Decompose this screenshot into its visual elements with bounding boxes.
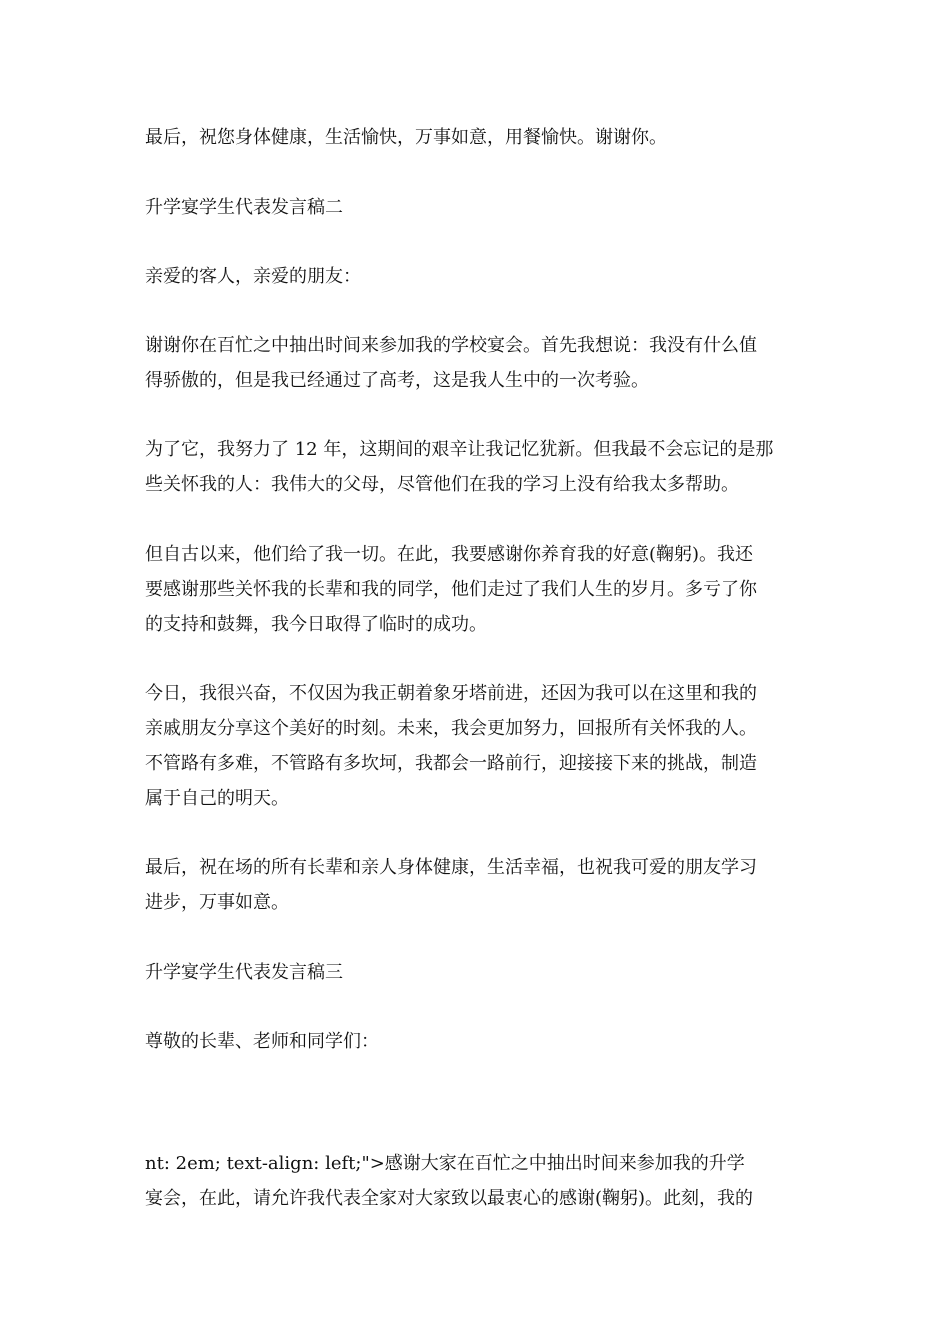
paragraph-finally-line-1: 最后，祝在场的所有长辈和亲人身体健康，生活幸福，也祝我可爱的朋友学习 (145, 857, 757, 878)
closing-wishes-line: 最后，祝您身体健康，生活愉快，万事如意，用餐愉快。谢谢你。 (145, 127, 667, 148)
paragraph-thanks-line-1: 谢谢你在百忙之中抽出时间来参加我的学校宴会。首先我想说：我没有什么值 (145, 335, 757, 356)
paragraph-gratitude-line-1: 但自古以来，他们给了我一切。在此，我要感谢你养育我的好意(鞠躬)。我还 (145, 544, 754, 565)
paragraph-today-line-3: 不管路有多难，不管路有多坎坷，我都会一路前行，迎接接下来的挑战，制造 (145, 753, 757, 774)
salutation-three: 尊敬的长辈、老师和同学们： (145, 1031, 379, 1052)
paragraph-today-line-1: 今日，我很兴奋，不仅因为我正朝着象牙塔前进，还因为我可以在这里和我的 (145, 683, 757, 704)
paragraph-today-line-2: 亲戚朋友分享这个美好的时刻。未来，我会更加努力，回报所有关怀我的人。 (145, 718, 757, 739)
section-heading-two: 升学宴学生代表发言稿二 (145, 197, 343, 218)
paragraph-finally-line-2: 进步，万事如意。 (145, 892, 289, 913)
section-heading-three: 升学宴学生代表发言稿三 (145, 962, 343, 983)
paragraph-banquet-line-1: nt: 2em; text-align: left;">感谢大家在百忙之中抽出时间来参加我的升学 (145, 1153, 745, 1174)
paragraph-gratitude-line-2: 要感谢那些关怀我的长辈和我的同学，他们走过了我们人生的岁月。多亏了你 (145, 579, 757, 600)
paragraph-effort-line-2: 些关怀我的人：我伟大的父母，尽管他们在我的学习上没有给我太多帮助。 (145, 474, 739, 495)
paragraph-effort-line-1: 为了它，我努力了 12 年，这期间的艰辛让我记忆犹新。但我最不会忘记的是那 (145, 439, 774, 460)
salutation-two: 亲爱的客人，亲爱的朋友： (145, 266, 361, 287)
paragraph-gratitude-line-3: 的支持和鼓舞，我今日取得了临时的成功。 (145, 614, 487, 635)
paragraph-banquet-line-2: 宴会，在此，请允许我代表全家对大家致以最衷心的感谢(鞠躬)。此刻，我的 (145, 1188, 754, 1209)
paragraph-today-line-4: 属于自己的明天。 (145, 788, 289, 809)
paragraph-thanks-line-2: 得骄傲的，但是我已经通过了高考，这是我人生中的一次考验。 (145, 370, 649, 391)
